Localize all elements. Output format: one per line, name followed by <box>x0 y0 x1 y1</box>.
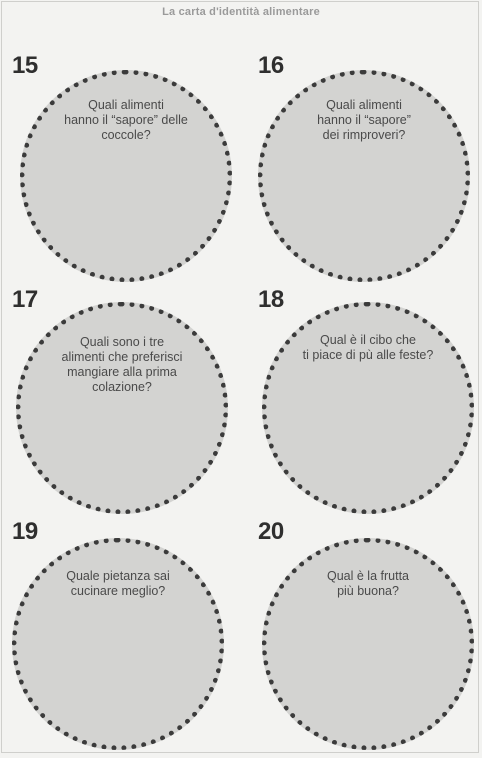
question-text: Quali sono i tre alimenti che preferisci mangiare alla prima colazione? <box>61 335 183 394</box>
question-card-15 <box>12 52 252 292</box>
answer-circle[interactable] <box>262 538 474 750</box>
question-card-16 <box>258 52 482 292</box>
question-number: 15 <box>12 52 38 79</box>
question-card-18 <box>258 286 482 526</box>
question-number: 19 <box>12 518 38 545</box>
answer-circle[interactable] <box>12 538 224 750</box>
question-text: Qual è la frutta più buona? <box>327 569 409 598</box>
question-number: 16 <box>258 52 284 79</box>
question-card-17 <box>12 286 252 526</box>
question-card-20 <box>258 518 482 758</box>
page-header: La carta d'identità alimentare <box>162 6 320 18</box>
question-text: Quali alimenti hanno il “sapore” dei rimproveri? <box>317 98 411 142</box>
question-text: Quali alimenti hanno il “sapore” delle coccole? <box>64 98 188 142</box>
question-text: Quale pietanza sai cucinare meglio? <box>66 569 170 598</box>
answer-circle[interactable] <box>258 70 470 282</box>
answer-circle[interactable] <box>262 302 474 514</box>
question-number: 20 <box>258 518 284 545</box>
question-text: Qual è il cibo che ti piace di pù alle feste? <box>302 333 434 362</box>
question-card-19 <box>12 518 252 758</box>
answer-circle[interactable] <box>16 302 228 514</box>
question-number: 17 <box>12 286 38 313</box>
answer-circle[interactable] <box>20 70 232 282</box>
question-number: 18 <box>258 286 284 313</box>
